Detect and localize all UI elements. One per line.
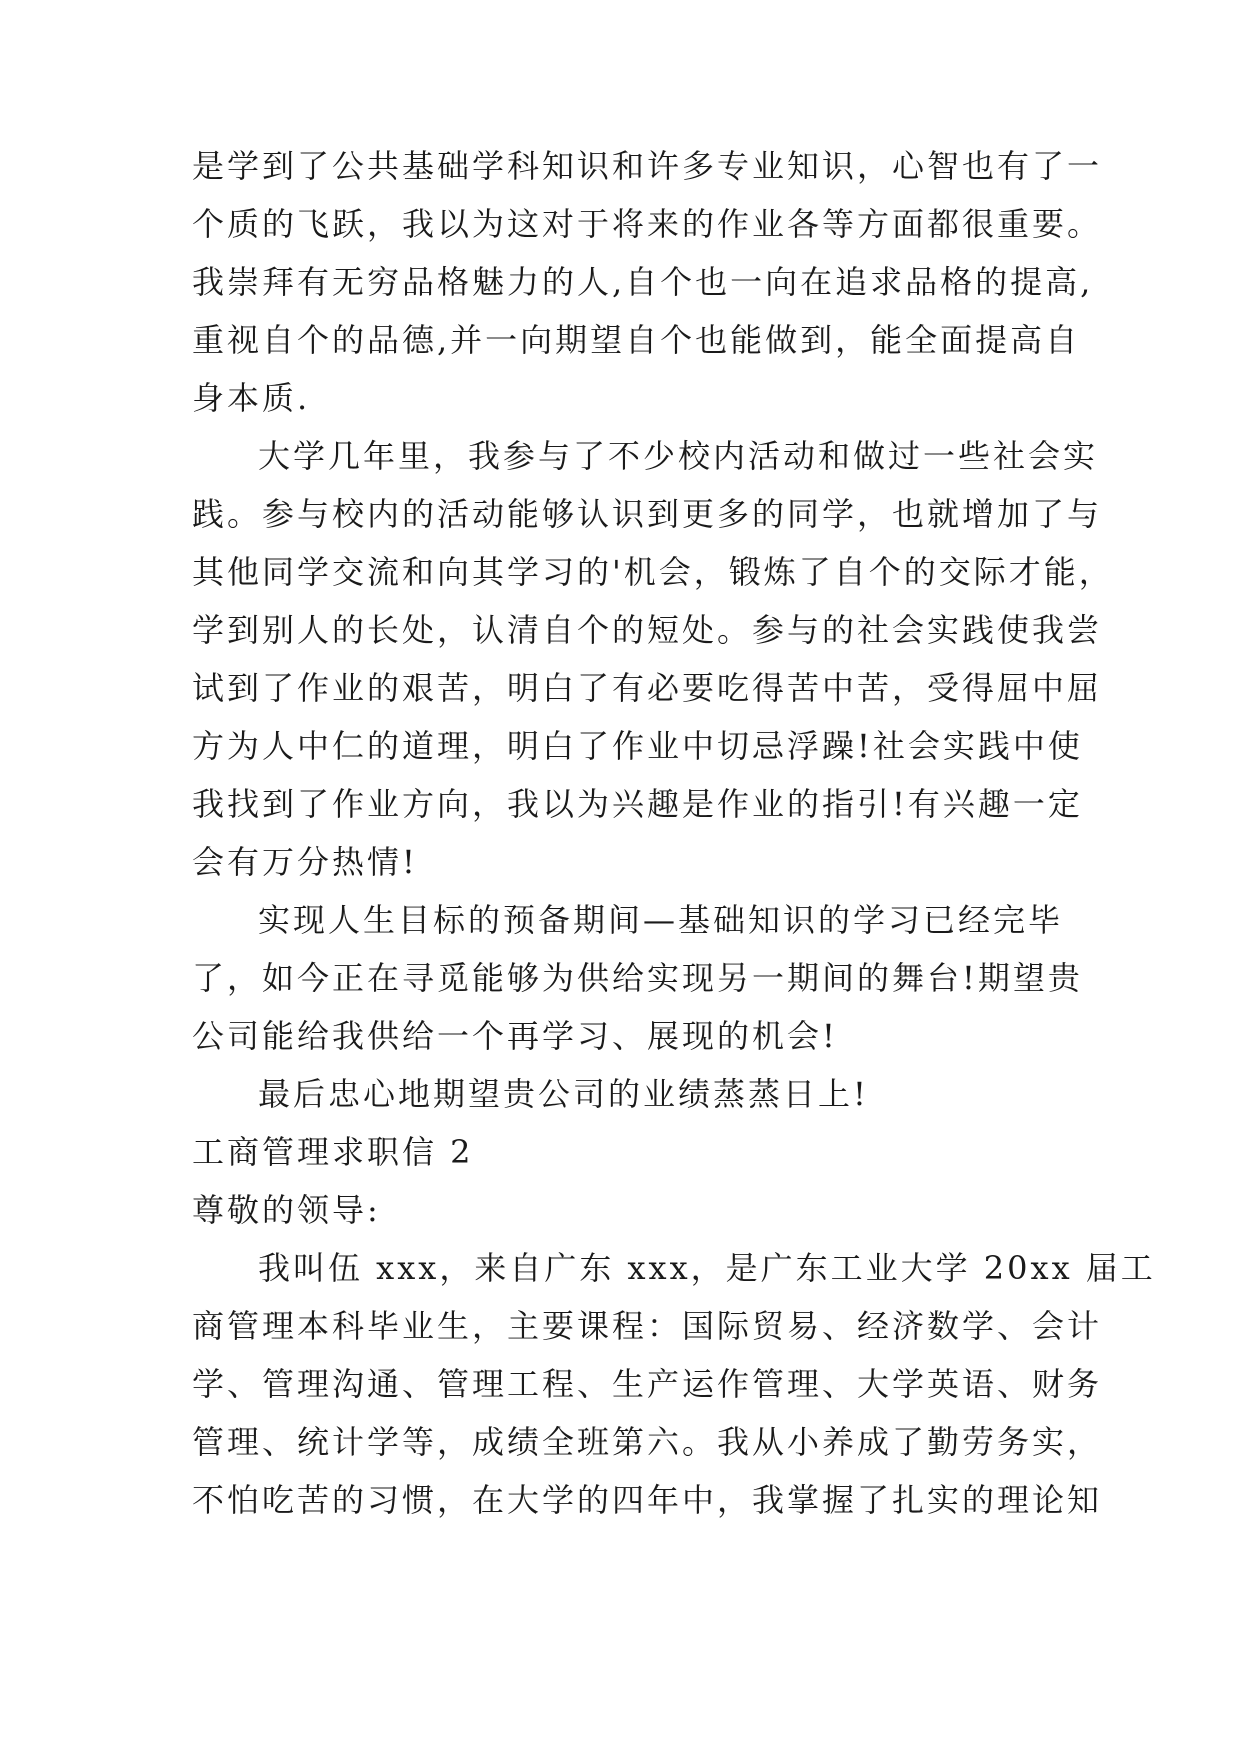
text-line: 会有万分热情! xyxy=(192,843,418,881)
text-line: 大学几年里，我参与了不少校内活动和做过一些社会实 xyxy=(258,437,1099,475)
text-line: 学到别人的长处，认清自个的短处。参与的社会实践使我尝 xyxy=(192,611,1103,649)
text-line: 管理、统计学等，成绩全班第六。我从小养成了勤劳务实， xyxy=(192,1423,1103,1461)
text-line: 我找到了作业方向，我以为兴趣是作业的指引!有兴趣一定 xyxy=(192,785,1083,823)
text-line: 重视自个的品德,并一向期望自个也能做到，能全面提高自 xyxy=(192,321,1081,359)
text-line: 了，如今正在寻觅能够为供给实现另一期间的舞台!期望贵 xyxy=(192,959,1083,997)
text-line: 学、管理沟通、管理工程、生产运作管理、大学英语、财务 xyxy=(192,1365,1103,1403)
text-line: 其他同学交流和向其学习的'机会，锻炼了自个的交际才能， xyxy=(192,553,1114,591)
text-line: 践。参与校内的活动能够认识到更多的同学，也就增加了与 xyxy=(192,495,1103,533)
text-line: 公司能给我供给一个再学习、展现的机会! xyxy=(192,1017,838,1055)
section-heading: 工商管理求职信 2 xyxy=(192,1133,474,1171)
text-line: 是学到了公共基础学科知识和许多专业知识，心智也有了一 xyxy=(192,147,1103,185)
text-line: 身本质. xyxy=(192,379,311,417)
text-line: 我崇拜有无穷品格魅力的人,自个也一向在追求品格的提高, xyxy=(192,263,1094,301)
text-line: 最后忠心地期望贵公司的业绩蒸蒸日上! xyxy=(258,1075,869,1113)
text-line: 个质的飞跃，我以为这对于将来的作业各等方面都很重要。 xyxy=(192,205,1103,243)
text-line: 商管理本科毕业生，主要课程：国际贸易、经济数学、会计 xyxy=(192,1307,1103,1345)
text-line: 实现人生目标的预备期间—基础知识的学习已经完毕 xyxy=(258,901,1064,939)
text-line: 不怕吃苦的习惯，在大学的四年中，我掌握了扎实的理论知 xyxy=(192,1481,1103,1519)
text-line: 方为人中仁的道理，明白了作业中切忌浮躁!社会实践中使 xyxy=(192,727,1083,765)
text-line: 我叫伍 xxx，来自广东 xxx，是广东工业大学 20xx 届工 xyxy=(258,1249,1156,1287)
salutation: 尊敬的领导: xyxy=(192,1191,381,1229)
text-line: 试到了作业的艰苦，明白了有必要吃得苦中苦，受得屈中屈 xyxy=(192,669,1103,707)
